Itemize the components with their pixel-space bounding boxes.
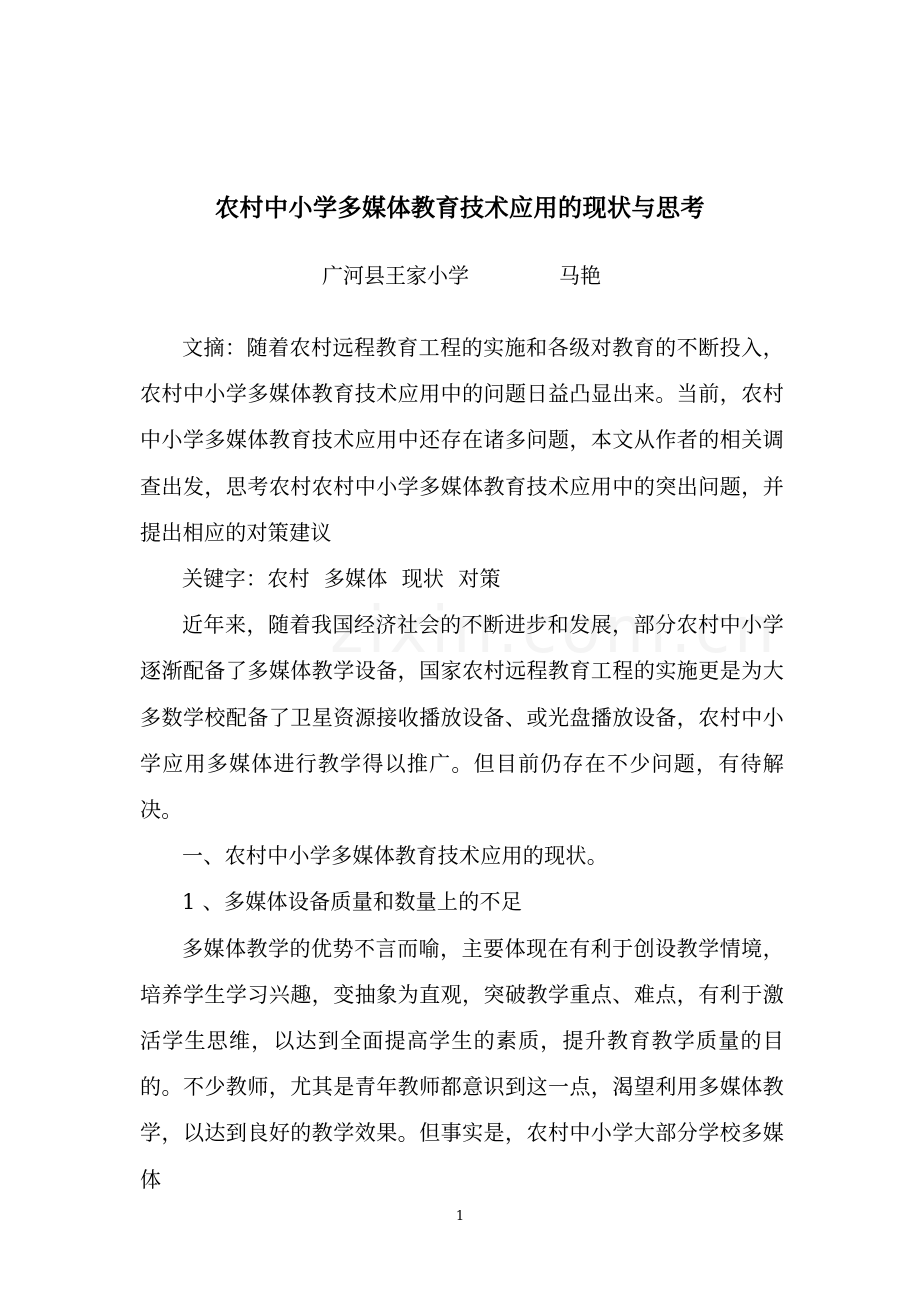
author-name: 马艳 [559,264,601,288]
page-number: 1 [455,1209,465,1224]
subsection-heading: 1 、多媒体设备质量和数量上的不足 [182,890,523,915]
intro-paragraph: 近年来，随着我国经济社会的不断进步和发展，部分农村中小学逐渐配备了多媒体教学设备，国家农村远程教育工程的实施更是为大多数学校配备了卫星资源接收播放设备、或光盘播放设备，农村中小学应用多媒体进行教学得以推广。但目前仍存在不少问题，有待解决。 [140,613,784,823]
school-name: 广河县王家小学 [322,264,469,288]
document-body [140,325,784,1203]
section-heading: 一、农村中小学多媒体教育技术应用的现状。 [182,844,608,869]
abstract-paragraph: 文摘：随着农村远程教育工程的实施和各级对教育的不断投入，农村中小学多媒体教育技术应用中的问题日益凸显出来。当前，农村中小学多媒体教育技术应用中还存在诸多问题，本文从作者的相关调查出发，思考农村农村中小学多媒体教育技术应用中的突出问题，并提出相应的对策建议 [140,336,784,545]
author-line [0,256,920,296]
keywords-paragraph: 关键字：农村 多媒体 现状 对策 [182,567,501,592]
body-paragraph: 多媒体教学的优势不言而喻，主要体现在有利于创设教学情境，培养学生学习兴趣，变抽象为直观，突破教学重点、难点，有利于激活学生思维，以达到全面提高学生的素质，提升教育教学质量的目的。不少教师，尤其是青年教师都意识到这一点，渴望利用多媒体教学，以达到良好的教学效果。但事实是，农村中小学大部分学校多媒体 [140,936,784,1192]
document-title: 农村中小学多媒体教育技术应用的现状与思考 [215,194,705,222]
